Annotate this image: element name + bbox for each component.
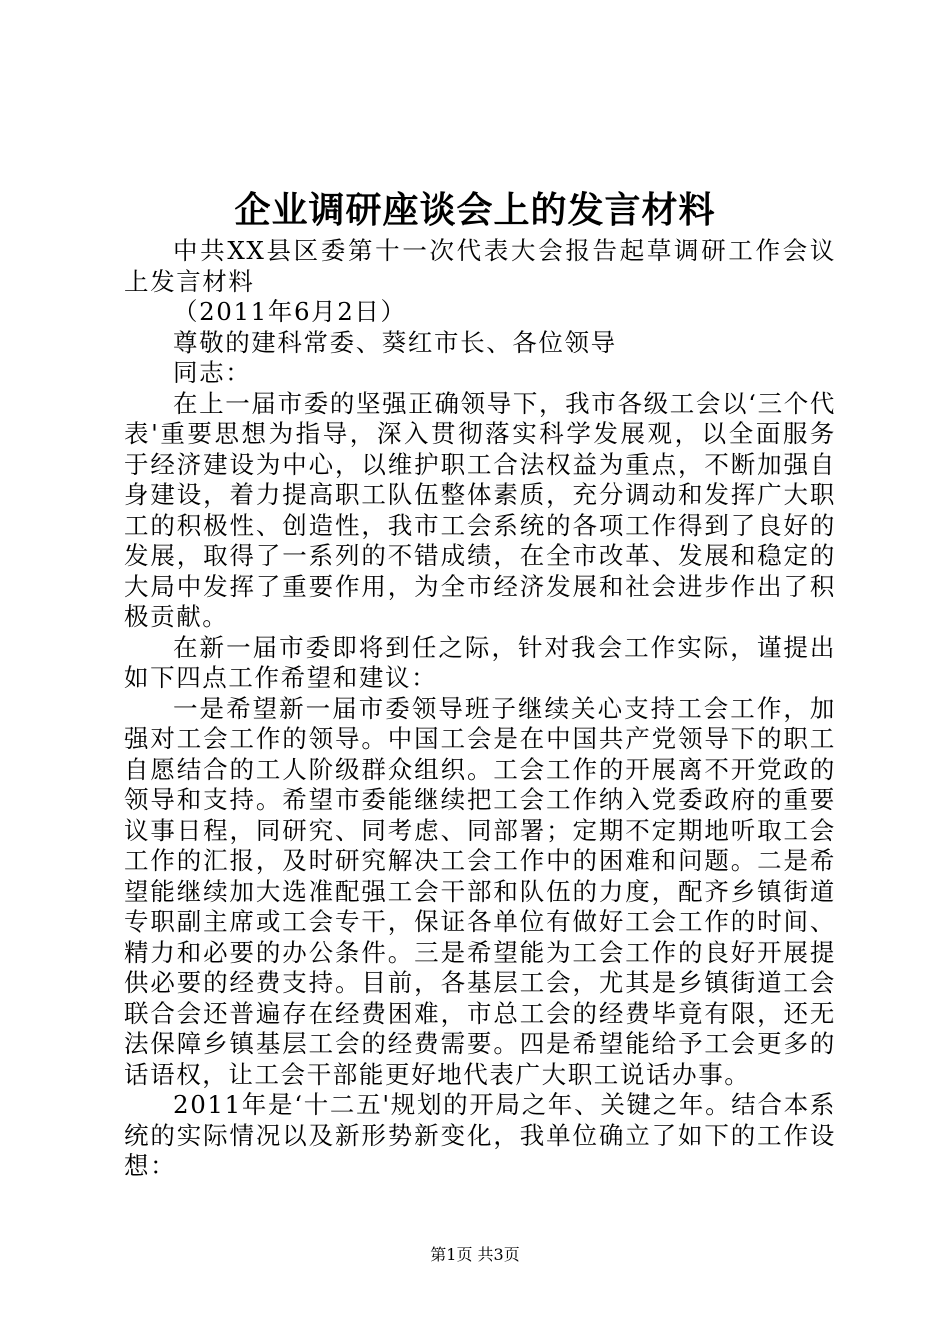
document-body: [124, 236, 836, 1182]
document-title: 企业调研座谈会上的发言材料: [234, 189, 716, 231]
paragraph-achievements: 在上一届市委的坚强正确领导下，我市各级工会以‘三个代表'重要思想为指导，深入贯彻落实科学发展观，以全面服务于经济建设为中心，以维护职工合法权益为重点，不断加强自身建设，着力提高职工队伍整体素质，充分调动和发挥广大职工的积极性、创造性，我市工会系统的各项工作得到了良好的发展，取得了一系列的不错成绩，在全市改革、发展和稳定的大局中发挥了重要作用，为全市经济发展和社会进步作出了积极贡献。: [124, 388, 836, 631]
paragraph-suggestions: 一是希望新一届市委领导班子继续关心支持工会工作，加强对工会工作的领导。中国工会是在中国共产党领导下的职工自愿结合的工人阶级群众组织。工会工作的开展离不开党政的领导和支持。希望市委能继续把工会工作纳入党委政府的重要议事日程，同研究、同考虑、同部署；定期不定期地听取工会工作的汇报，及时研究解决工会工作中的困难和问题。二是希望能继续加大选准配强工会干部和队伍的力度，配齐乡镇街道专职副主席或工会专干，保证各单位有做好工会工作的时间、精力和必要的办公条件。三是希望能为工会工作的良好开展提供必要的经费支持。目前，各基层工会，尤其是乡镇街道工会联合会还普遍存在经费困难，市总工会的经费毕竟有限，还无法保障乡镇基层工会的经费需要。四是希望能给予工会更多的话语权，让工会干部能更好地代表广大职工说话办事。: [124, 693, 836, 1089]
paragraph-suggestions-intro: 在新一届市委即将到任之际，针对我会工作实际，谨提出如下四点工作希望和建议：: [124, 632, 836, 692]
paragraph-salutation: 尊敬的建科常委、葵红市长、各位领导: [173, 327, 617, 357]
paragraph-heading-line: 中共XX县区委第十一次代表大会报告起草调研工作会议上发言材料: [124, 236, 836, 296]
paragraph-work-plan: 2011年是‘十二五'规划的开局之年、关键之年。结合本系统的实际情况以及新形势新变化，我单位确立了如下的工作设想：: [124, 1090, 836, 1180]
paragraph-salutation-end: 同志：: [173, 358, 252, 387]
page-footer: 第1页 共3页: [430, 1245, 520, 1264]
paragraph-date: （2011年6月2日）: [173, 297, 407, 326]
